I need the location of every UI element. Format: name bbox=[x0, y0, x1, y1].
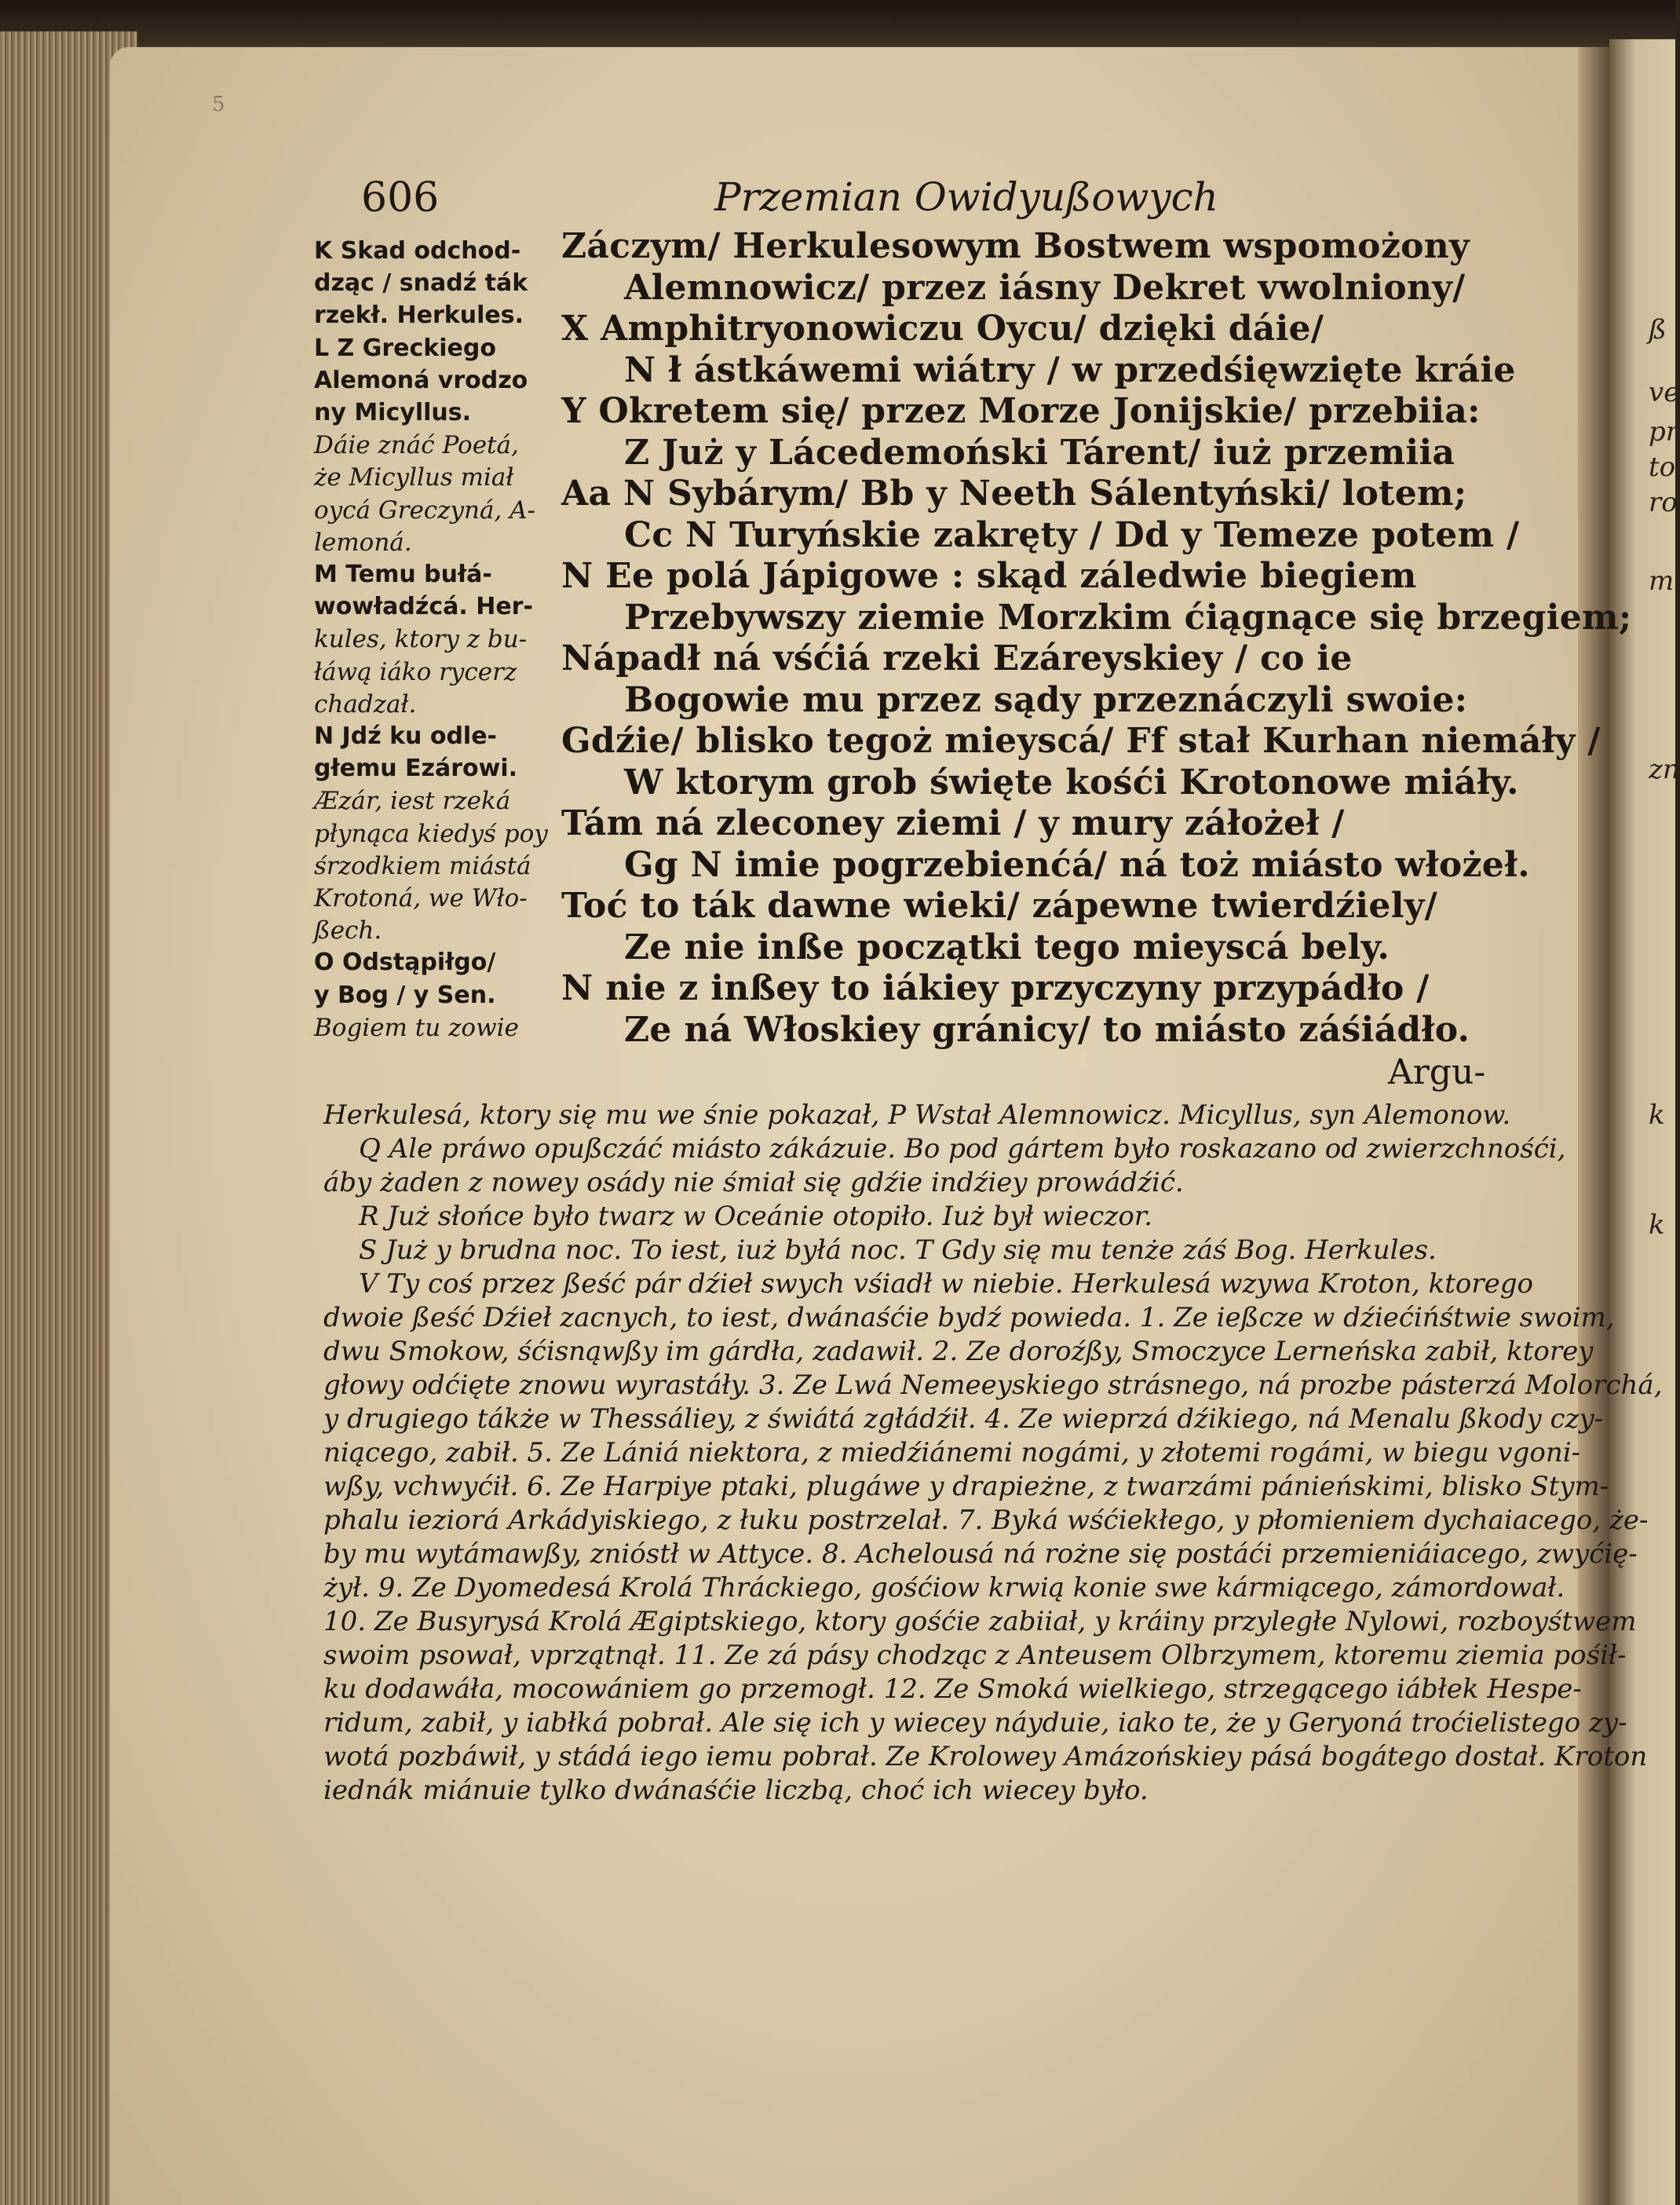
next-page-fragment: pr bbox=[1649, 416, 1679, 448]
verse-line: Nápadł ná vśćiá rzeki Ezáreyskiey / co ie bbox=[561, 638, 1353, 678]
pencil-mark: 5 bbox=[212, 93, 225, 116]
margin-note-line: dząc / snadź ták bbox=[314, 269, 528, 298]
verse-line: Cc N Turyńskie zakręty / Dd y Temeze potem / bbox=[624, 514, 1520, 555]
verse-line: Tám ná zleconey ziemi / y mury záłożeł / bbox=[561, 803, 1345, 843]
verse-line: Y Okretem się/ przez Morze Jonijskie/ przebiia: bbox=[561, 391, 1481, 431]
note-line: áby żaden z nowey osády nie śmiał się gdźie indźiey prowádźić. bbox=[323, 1167, 1184, 1198]
margin-note-line: śrzodkiem miástá bbox=[314, 851, 531, 880]
verse-line: Gdźie/ blisko tegoż mieyscá/ Ff stał Kurhan niemáły / bbox=[561, 721, 1601, 761]
verse-line: Aa N Sybárym/ Bb y Neeth Sálentyński/ lotem; bbox=[561, 474, 1467, 514]
margin-note-line: że Micyllus miał bbox=[314, 463, 514, 492]
verse-line: Gg N imie pogrzebienćá/ ná toż miásto włożeł. bbox=[624, 844, 1530, 885]
verse-line: X Amphitryonowiczu Oycu/ dzięki dáie/ bbox=[561, 309, 1324, 349]
note-line: ridum, zabił, y iabłká pobrał. Ale się ich y wiecey náyduie, iako te, że y Geryoná troćielistego zy- bbox=[323, 1707, 1627, 1739]
margin-note-line: kules, ktory z bu- bbox=[314, 625, 528, 654]
note-line: dwu Smokow, śćisnąwßy im gárdła, zadawił. 2. Ze doroźßy, Smoczyce Lerneńska zabił, ktorey bbox=[323, 1336, 1594, 1367]
verse-line: Alemnowicz/ przez iásny Dekret vwolniony/ bbox=[624, 267, 1466, 308]
note-line: V Ty coś przez ßeść pár dźieł swych vśiadł w niebie. Herkulesá wzywa Kroton, ktorego bbox=[359, 1268, 1533, 1300]
verse-line: Toć to ták dawne wieki/ zápewne twierdźiely/ bbox=[561, 886, 1437, 926]
verse-line: Przebywszy ziemie Morzkim ćiągnące się brzegiem; bbox=[624, 597, 1632, 638]
next-page-fragment: k bbox=[1649, 1209, 1665, 1241]
running-title: Przemian Owidyußowych bbox=[714, 174, 1218, 220]
next-page-fragment: m bbox=[1649, 565, 1675, 597]
verse-line: Ze nie inße początki tego mieyscá bely. bbox=[624, 927, 1390, 967]
next-page-fragment: zn bbox=[1649, 754, 1680, 785]
margin-note-line: M Temu bułá- bbox=[314, 561, 492, 588]
note-line: y drugiego tákże w Thessáliey, z świátá zgłádźił. 4. Ze wieprzá dźikiego, ná Menalu ßkody czy- bbox=[323, 1403, 1604, 1435]
verse-line: N nie z inßey to iákiey przyczyny przypádło / bbox=[561, 968, 1430, 1008]
margin-note-line: oycá Greczyná, A- bbox=[314, 495, 536, 525]
margin-note-line: płynąca kiedyś poy bbox=[314, 819, 548, 848]
next-page-fragment: k bbox=[1649, 1099, 1665, 1131]
margin-note-line: wowładźcá. Her- bbox=[314, 593, 533, 621]
note-line: S Już y brudna noc. To iest, iuż byłá noc. T Gdy się mu tenże záś Bog. Herkules. bbox=[359, 1234, 1437, 1266]
next-page-fragment: ro bbox=[1649, 487, 1678, 518]
next-page-fragment: to bbox=[1649, 452, 1676, 483]
note-line: głowy odćięte znowu wyrastáły. 3. Ze Lwá Nemeeyskiego strásnego, ná prozbe pásterzá Molorchá, bbox=[323, 1369, 1663, 1401]
verse-line: Ze ná Włoskiey gránicy/ to miásto záśiádło. bbox=[624, 1009, 1470, 1050]
margin-note-line: K Skad odchod- bbox=[314, 237, 521, 265]
margin-note-line: lemoná. bbox=[314, 528, 412, 557]
note-line: wßy, vchwyćił. 6. Ze Harpiye ptaki, plugáwe y drapieżne, z twarzámi pánieńskimi, blisko Stym- bbox=[323, 1471, 1609, 1502]
verse-line: N Ee polá Jápigowe : skąd záledwie biegiem bbox=[561, 556, 1417, 596]
margin-note-line: chadzał. bbox=[314, 689, 417, 719]
note-line: ku dodawáła, mocowániem go przemogł. 12. Ze Smoká wielkiego, strzegącego iábłek Hespe- bbox=[323, 1673, 1582, 1705]
margin-note-line: głemu Ezárowi. bbox=[314, 755, 518, 783]
catchword: Argu- bbox=[1388, 1052, 1486, 1092]
page-number: 606 bbox=[361, 174, 440, 221]
verse-line: N ł ástkáwemi wiátry / w przedśięwzięte kráie bbox=[624, 349, 1516, 390]
note-line: by mu wytámawßy, znióstł w Attyce. 8. Achelousá ná rożne się postáći przemieniáiacego, zwyćię- bbox=[323, 1538, 1638, 1570]
note-line: żył. 9. Ze Dyomedesá Krolá Thráckiego, gośćiow krwią konie swe kármiącego, zámordował. bbox=[323, 1572, 1565, 1603]
margin-note-line: Æzár, iest rzeká bbox=[314, 787, 511, 816]
note-line: 10. Ze Busyrysá Krolá Ægiptskiego, ktory gośćie zabiiał, y kráiny przyległe Nylowi, rozboyśtwem bbox=[323, 1606, 1637, 1637]
margin-note-line: Dáie znáć Poetá, bbox=[314, 431, 519, 460]
verse-line: W ktorym grob święte kośći Krotonowe miáły. bbox=[624, 762, 1519, 803]
verse-line: Záczym/ Herkulesowym Bostwem wspomożony bbox=[561, 226, 1470, 266]
note-line: Herkulesá, ktory się mu we śnie pokazał, P Wstał Alemnowicz. Micyllus, syn Alemonow. bbox=[323, 1099, 1511, 1131]
margin-note-line: ßech. bbox=[314, 916, 382, 945]
margin-note-line: Bogiem tu zowie bbox=[314, 1013, 519, 1042]
note-line: Q Ale práwo opußczáć miásto zákázuie. Bo pod gártem było roskazano od zwierzchnośći, bbox=[359, 1133, 1566, 1165]
verse-line: Z Już y Lácedemoński Tárent/ iuż przemiia bbox=[624, 432, 1455, 473]
note-line: swoim psował, vprzątnął. 11. Ze zá pásy chodząc z Anteusem Olbrzymem, ktoremu ziemia pośił- bbox=[323, 1640, 1627, 1671]
margin-note-line: ny Micyllus. bbox=[314, 399, 472, 426]
note-line: iednák miánuie tylko dwánaśćie liczbą, choć ich wiecey było. bbox=[323, 1775, 1149, 1806]
note-line: wotá pozbáwił, y stádá iego iemu pobrał. Ze Krolowey Amázońskiey pásá bogátego dostał. Kroton bbox=[323, 1741, 1648, 1772]
margin-note-line: N Jdź ku odle- bbox=[314, 722, 498, 750]
margin-note-line: Alemoná vrodzo bbox=[314, 366, 528, 394]
note-line: dwoie ßeść Dźieł zacnych, to iest, dwánaśćie bydź powieda. 1. Ze ießcze w dźiećińśtwie swoim, bbox=[323, 1302, 1615, 1333]
margin-note-line: rzekł. Herkules. bbox=[314, 302, 524, 330]
book-gutter bbox=[1578, 47, 1609, 2205]
margin-note-line: łáwą iáko rycerz bbox=[314, 657, 517, 686]
next-page-edge bbox=[1609, 39, 1675, 2205]
next-page-fragment: ß bbox=[1649, 314, 1667, 346]
margin-note-line: O Odstąpiłgo/ bbox=[314, 949, 496, 977]
note-line: niącego, zabił. 5. Ze Lániá niektora, z miedźiánemi nogámi, y złotemi rogámi, w biegu vgoni- bbox=[323, 1437, 1581, 1468]
verse-line: Bogowie mu przez sądy przeznáczyli swoie: bbox=[624, 679, 1468, 720]
note-line: phalu ieziorá Arkádyiskiego, z łuku postrzelał. 7. Byká wśćiekłego, y płomieniem dychaiacego, że- bbox=[323, 1505, 1649, 1536]
margin-note-line: y Bog / y Sen. bbox=[314, 981, 496, 1009]
note-line: R Już słońce było twarz w Oceánie otopiło. Iuż był wieczor. bbox=[359, 1201, 1153, 1232]
next-page-fragment: ve bbox=[1649, 377, 1680, 408]
margin-note-line: Krotoná, we Wło- bbox=[314, 884, 528, 912]
margin-note-line: L Z Greckiego bbox=[314, 334, 496, 362]
